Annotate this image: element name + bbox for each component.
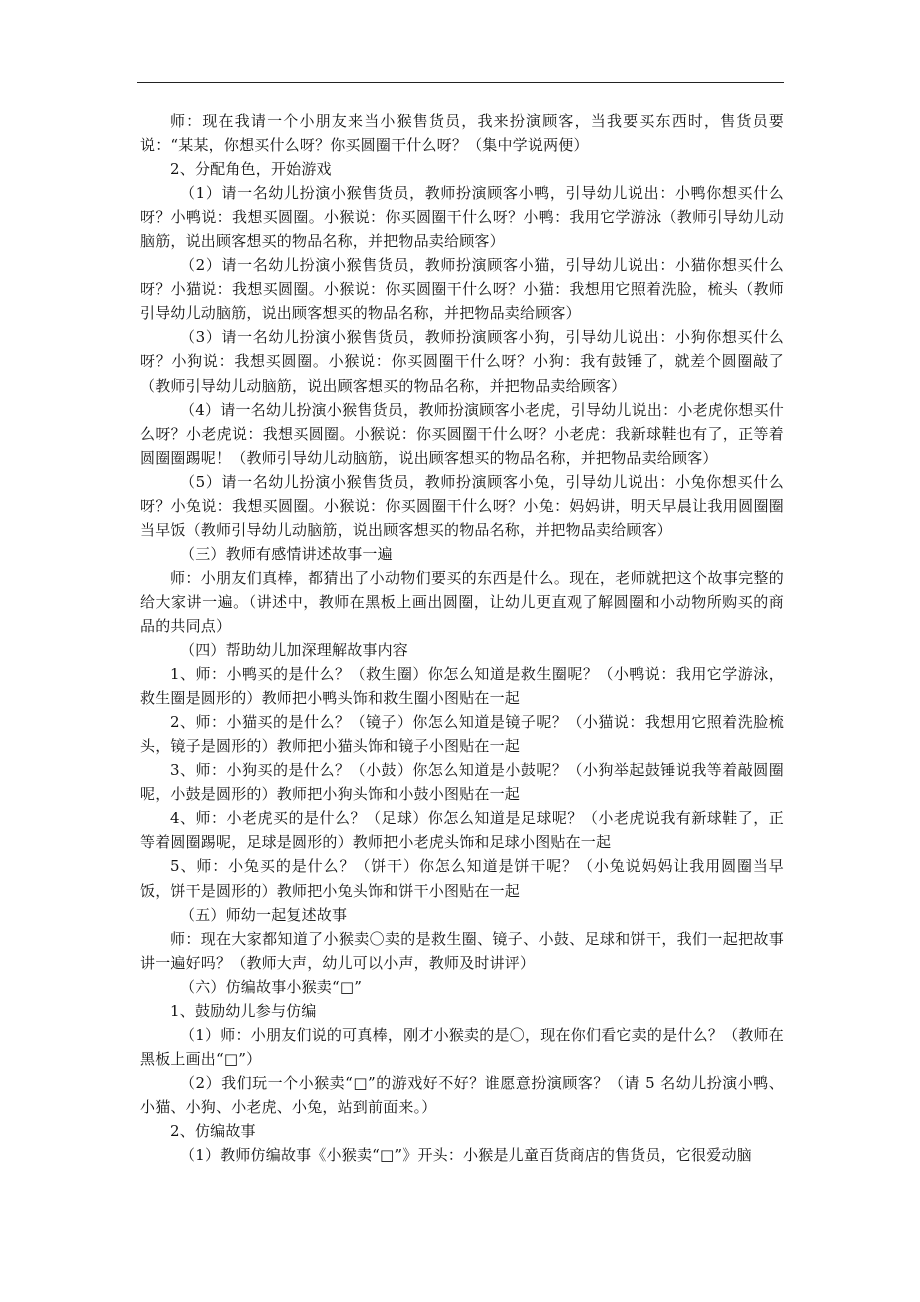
document-body [140,109,784,1167]
paragraph: 2、分配角色，开始游戏 [170,160,332,179]
paragraph: （1）请一名幼儿扮演小猴售货员，教师扮演顾客小鸭，引导幼儿说出：小鸭你想买什么呀？小鸭说：我想买圆圈。小猴说：你买圆圈干什么呀？小鸭：我用它学游泳（教师引导幼儿动脑筋，说出顾客想买的物品名称，并把物品卖给顾客） [140,184,784,251]
paragraph: 师：现在大家都知道了小猴卖〇卖的是救生圈、镜子、小鼓、足球和饼干，我们一起把故事讲一遍好吗？（教师大声，幼儿可以小声，教师及时讲评） [140,929,784,972]
paragraph: （1）教师仿编故事《小猴卖“□”》开头：小猴是儿童百货商店的售货员，它很爱动脑 [180,1146,752,1165]
paragraph: （六）仿编故事小猴卖“□” [180,977,363,996]
paragraph: （4）请一名幼儿扮演小猴售货员，教师扮演顾客小老虎，引导幼儿说出：小老虎你想买什么呀？小老虎说：我想买圆圈。小猴说：你买圆圈干什么呀？小老虎：我新球鞋也有了，正等着圆圈圈踢呢！（教师引导幼儿动脑筋，说出顾客想买的物品名称，并把物品卖给顾客） [140,400,784,467]
paragraph: 3、师：小狗买的是什么？（小鼓）你怎么知道是小鼓呢？（小狗举起鼓锤说我等着敲圆圈呢，小鼓是圆形的）教师把小狗头饰和小鼓小图贴在一起 [140,761,784,804]
paragraph: 师：小朋友们真棒，都猜出了小动物们要买的东西是什么。现在，老师就把这个故事完整的给大家讲一遍。（讲述中，教师在黑板上画出圆圈，让幼儿更直观了解圆圈和小动物所购买的商品的共同点） [140,568,784,635]
paragraph: （1）师：小朋友们说的可真棒，刚才小猴卖的是〇，现在你们看它卖的是什么？（教师在黑板上画出“□”） [140,1025,784,1068]
paragraph: （五）师幼一起复述故事 [180,905,348,924]
paragraph: （2）请一名幼儿扮演小猴售货员，教师扮演顾客小猫，引导幼儿说出：小猫你想买什么呀？小猫说：我想买圆圈。小猴说：你买圆圈干什么呀？小猫：我想用它照着洗脸，梳头（教师引导幼儿动脑筋，说出顾客想买的物品名称，并把物品卖给顾客） [140,256,784,323]
paragraph: 5、师：小兔买的是什么？（饼干）你怎么知道是饼干呢？（小兔说妈妈让我用圆圈当早饭，饼干是圆形的）教师把小兔头饰和饼干小图贴在一起 [140,857,784,900]
paragraph: 4、师：小老虎买的是什么？（足球）你怎么知道是足球呢？（小老虎说我有新球鞋了，正等着圆圈踢呢，足球是圆形的）教师把小老虎头饰和足球小图贴在一起 [140,809,784,852]
paragraph: 2、仿编故事 [170,1121,256,1140]
paragraph: 1、鼓励幼儿参与仿编 [170,1001,317,1020]
paragraph: 2、师：小猫买的是什么？（镜子）你怎么知道是镜子呢？（小猫说：我想用它照着洗脸梳头，镜子是圆形的）教师把小猫头饰和镜子小图贴在一起 [140,713,784,756]
header-rule [137,82,784,83]
paragraph: （3）请一名幼儿扮演小猴售货员，教师扮演顾客小狗，引导幼儿说出：小狗你想买什么呀？小狗说：我想买圆圈。小猴说：你买圆圈干什么呀？小狗：我有鼓锤了，就差个圆圈敲了（教师引导幼儿动脑筋，说出顾客想买的物品名称，并把物品卖给顾客） [140,328,784,395]
paragraph: （5）请一名幼儿扮演小猴售货员，教师扮演顾客小兔，引导幼儿说出：小兔你想买什么呀？小兔说：我想买圆圈。小猴说：你买圆圈干什么呀？小兔：妈妈讲，明天早晨让我用圆圈圈当早饭（教师引导幼儿动脑筋，说出顾客想买的物品名称，并把物品卖给顾客） [140,472,784,539]
paragraph: 师：现在我请一个小朋友来当小猴售货员，我来扮演顾客，当我要买东西时，售货员要说：“某某，你想买什么呀？你买圆圈干什么呀？（集中学说两便） [140,112,784,155]
paragraph: 1、师：小鸭买的是什么？（救生圈）你怎么知道是救生圈呢？（小鸭说：我用它学游泳，救生圈是圆形的）教师把小鸭头饰和救生圈小图贴在一起 [140,665,784,708]
paragraph: （四）帮助幼儿加深理解故事内容 [180,641,409,660]
paragraph: （三）教师有感情讲述故事一遍 [180,544,393,563]
paragraph: （2）我们玩一个小猴卖“□”的游戏好不好？谁愿意扮演顾客？（请 5 名幼儿扮演小鸭、小猫、小狗、小老虎、小兔，站到前面来。） [140,1073,784,1116]
